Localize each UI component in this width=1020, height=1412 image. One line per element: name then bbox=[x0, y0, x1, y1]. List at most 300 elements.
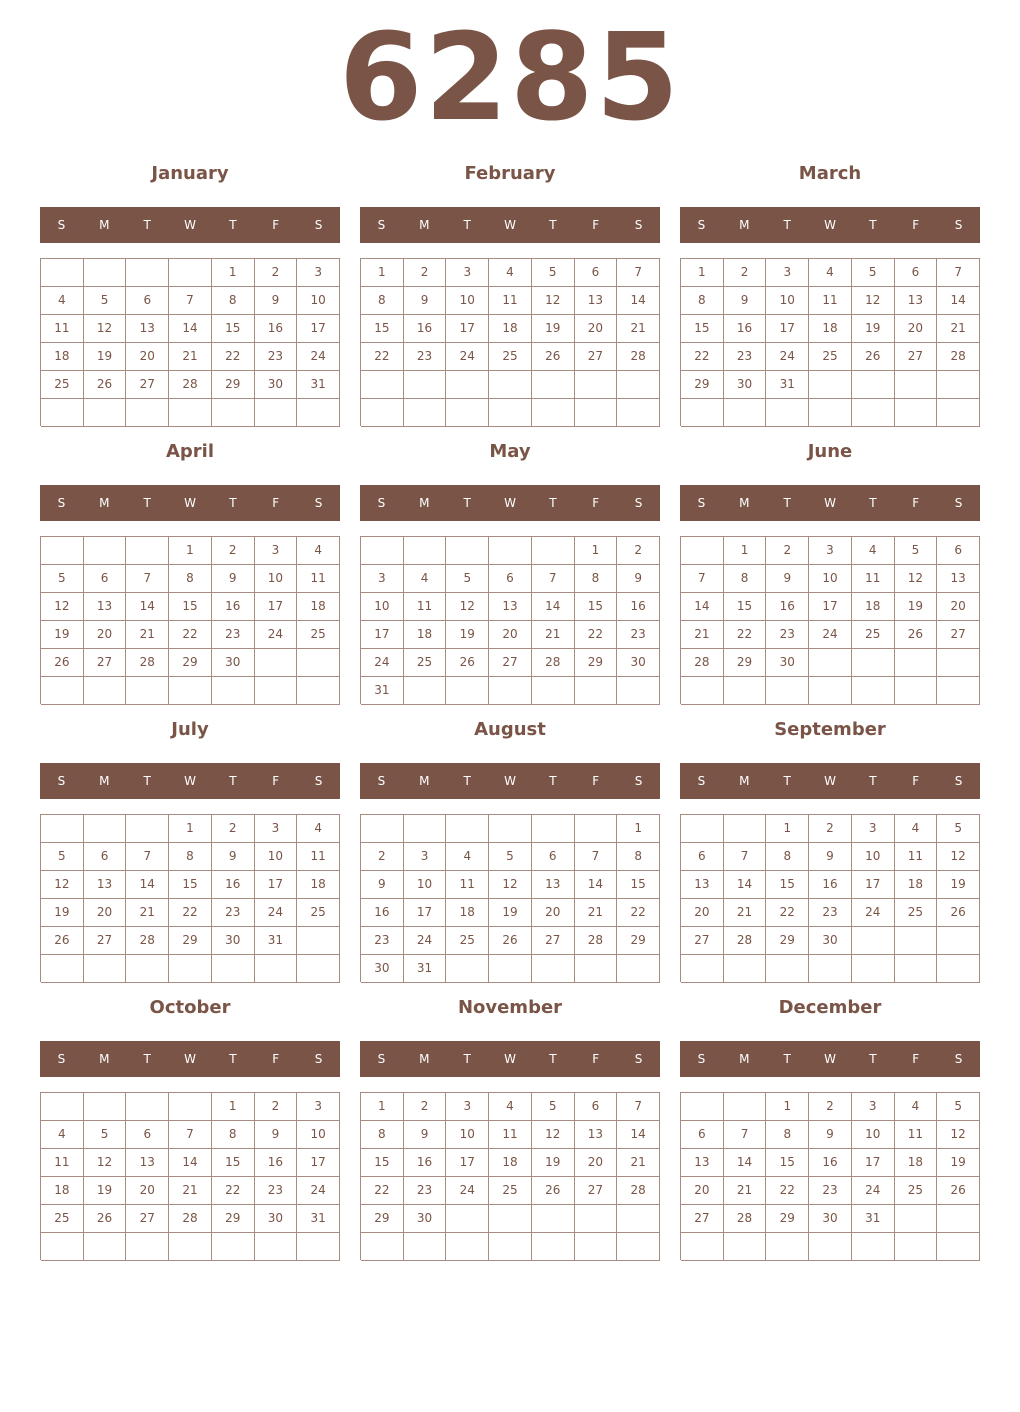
day-cell: 5 bbox=[84, 1121, 127, 1149]
day-cell: 27 bbox=[681, 927, 724, 955]
empty-day-cell bbox=[681, 1093, 724, 1121]
day-cell: 29 bbox=[681, 371, 724, 399]
day-cell: 22 bbox=[766, 899, 809, 927]
weekday-label: M bbox=[99, 496, 110, 510]
empty-day-cell bbox=[404, 1233, 447, 1261]
day-cell: 16 bbox=[404, 315, 447, 343]
weekday-label: W bbox=[504, 774, 516, 788]
month-title: December bbox=[778, 997, 882, 1018]
day-cell: 20 bbox=[532, 899, 575, 927]
day-cell: 7 bbox=[937, 259, 980, 287]
weekday-label: W bbox=[504, 1052, 516, 1066]
day-cell: 15 bbox=[617, 871, 660, 899]
weekday-label: S bbox=[377, 1052, 386, 1066]
empty-day-cell bbox=[84, 399, 127, 427]
day-cell: 13 bbox=[489, 593, 532, 621]
weekday-label: S bbox=[697, 1052, 706, 1066]
weekday-label: W bbox=[824, 496, 836, 510]
empty-day-cell bbox=[681, 537, 724, 565]
day-cell: 17 bbox=[852, 871, 895, 899]
empty-day-cell bbox=[126, 955, 169, 983]
day-cell: 3 bbox=[297, 259, 340, 287]
weekday-label: T bbox=[143, 496, 151, 510]
day-cell: 14 bbox=[724, 1149, 767, 1177]
day-cell: 20 bbox=[681, 899, 724, 927]
day-cell: 2 bbox=[212, 537, 255, 565]
day-cell: 18 bbox=[489, 315, 532, 343]
empty-day-cell bbox=[404, 677, 447, 705]
day-cell: 15 bbox=[169, 871, 212, 899]
day-cell: 29 bbox=[766, 1205, 809, 1233]
weekday-label: T bbox=[869, 1052, 877, 1066]
day-grid bbox=[360, 536, 660, 704]
empty-day-cell bbox=[41, 1093, 84, 1121]
empty-day-cell bbox=[532, 537, 575, 565]
day-cell: 11 bbox=[852, 565, 895, 593]
empty-day-cell bbox=[617, 955, 660, 983]
day-cell: 30 bbox=[212, 649, 255, 677]
day-cell: 11 bbox=[404, 593, 447, 621]
weekday-label: F bbox=[592, 496, 600, 510]
empty-day-cell bbox=[617, 677, 660, 705]
day-cell: 31 bbox=[852, 1205, 895, 1233]
day-cell: 31 bbox=[361, 677, 404, 705]
month-title: August bbox=[474, 719, 546, 740]
day-cell: 2 bbox=[212, 815, 255, 843]
day-cell: 9 bbox=[255, 287, 298, 315]
empty-day-cell bbox=[361, 537, 404, 565]
day-cell: 19 bbox=[532, 1149, 575, 1177]
day-cell: 17 bbox=[255, 593, 298, 621]
day-cell: 18 bbox=[895, 871, 938, 899]
day-cell: 17 bbox=[852, 1149, 895, 1177]
weekday-label: W bbox=[824, 774, 836, 788]
day-cell: 14 bbox=[169, 1149, 212, 1177]
day-cell: 22 bbox=[212, 1177, 255, 1205]
weekday-label: M bbox=[419, 496, 430, 510]
month-march bbox=[680, 158, 980, 436]
day-cell: 15 bbox=[575, 593, 618, 621]
day-cell: 5 bbox=[532, 259, 575, 287]
empty-day-cell bbox=[297, 955, 340, 983]
empty-day-cell bbox=[212, 1233, 255, 1261]
day-cell: 13 bbox=[681, 1149, 724, 1177]
day-cell: 15 bbox=[212, 1149, 255, 1177]
day-cell: 7 bbox=[169, 1121, 212, 1149]
empty-day-cell bbox=[809, 1233, 852, 1261]
day-grid bbox=[680, 536, 980, 704]
day-cell: 28 bbox=[617, 1177, 660, 1205]
empty-day-cell bbox=[852, 927, 895, 955]
empty-day-cell bbox=[446, 815, 489, 843]
day-cell: 24 bbox=[361, 649, 404, 677]
day-cell: 27 bbox=[575, 343, 618, 371]
day-cell: 17 bbox=[809, 593, 852, 621]
day-cell: 6 bbox=[681, 1121, 724, 1149]
empty-day-cell bbox=[212, 399, 255, 427]
day-cell: 30 bbox=[361, 955, 404, 983]
day-cell: 9 bbox=[212, 843, 255, 871]
weekday-label: M bbox=[99, 218, 110, 232]
day-cell: 5 bbox=[852, 259, 895, 287]
empty-day-cell bbox=[169, 955, 212, 983]
empty-day-cell bbox=[575, 1233, 618, 1261]
day-cell: 4 bbox=[489, 1093, 532, 1121]
day-cell: 17 bbox=[255, 871, 298, 899]
day-cell: 16 bbox=[361, 899, 404, 927]
empty-day-cell bbox=[446, 371, 489, 399]
empty-day-cell bbox=[255, 955, 298, 983]
day-cell: 6 bbox=[575, 259, 618, 287]
day-cell: 27 bbox=[126, 1205, 169, 1233]
day-cell: 20 bbox=[84, 899, 127, 927]
empty-day-cell bbox=[297, 1233, 340, 1261]
empty-day-cell bbox=[84, 1093, 127, 1121]
empty-day-cell bbox=[852, 399, 895, 427]
empty-day-cell bbox=[126, 677, 169, 705]
empty-day-cell bbox=[532, 1233, 575, 1261]
weekday-label: M bbox=[739, 218, 750, 232]
day-cell: 8 bbox=[766, 843, 809, 871]
empty-day-cell bbox=[404, 537, 447, 565]
weekday-header bbox=[360, 485, 660, 521]
day-cell: 10 bbox=[766, 287, 809, 315]
day-cell: 16 bbox=[404, 1149, 447, 1177]
empty-day-cell bbox=[575, 815, 618, 843]
empty-day-cell bbox=[532, 677, 575, 705]
day-cell: 8 bbox=[361, 1121, 404, 1149]
day-cell: 19 bbox=[937, 871, 980, 899]
day-grid bbox=[40, 1092, 340, 1260]
empty-day-cell bbox=[169, 399, 212, 427]
day-cell: 3 bbox=[255, 815, 298, 843]
weekday-label: W bbox=[184, 1052, 196, 1066]
day-grid bbox=[680, 814, 980, 982]
day-cell: 18 bbox=[852, 593, 895, 621]
day-cell: 19 bbox=[852, 315, 895, 343]
empty-day-cell bbox=[404, 399, 447, 427]
empty-day-cell bbox=[255, 1233, 298, 1261]
day-cell: 11 bbox=[41, 315, 84, 343]
weekday-label: T bbox=[549, 1052, 557, 1066]
weekday-label: W bbox=[504, 496, 516, 510]
day-cell: 12 bbox=[84, 315, 127, 343]
day-cell: 7 bbox=[575, 843, 618, 871]
day-grid bbox=[360, 814, 660, 982]
weekday-label: S bbox=[314, 218, 323, 232]
day-cell: 14 bbox=[532, 593, 575, 621]
day-cell: 9 bbox=[766, 565, 809, 593]
day-cell: 27 bbox=[575, 1177, 618, 1205]
day-cell: 21 bbox=[169, 343, 212, 371]
day-cell: 20 bbox=[681, 1177, 724, 1205]
day-cell: 14 bbox=[126, 871, 169, 899]
empty-day-cell bbox=[446, 1205, 489, 1233]
day-cell: 8 bbox=[212, 287, 255, 315]
day-cell: 25 bbox=[895, 899, 938, 927]
day-cell: 19 bbox=[41, 621, 84, 649]
weekday-label: T bbox=[549, 774, 557, 788]
weekday-label: S bbox=[634, 774, 643, 788]
day-cell: 16 bbox=[255, 315, 298, 343]
empty-day-cell bbox=[575, 955, 618, 983]
weekday-label: M bbox=[99, 774, 110, 788]
weekday-label: S bbox=[634, 496, 643, 510]
day-cell: 30 bbox=[809, 927, 852, 955]
day-cell: 22 bbox=[169, 621, 212, 649]
empty-day-cell bbox=[41, 1233, 84, 1261]
day-cell: 22 bbox=[724, 621, 767, 649]
day-cell: 23 bbox=[255, 343, 298, 371]
empty-day-cell bbox=[361, 399, 404, 427]
month-april bbox=[40, 436, 340, 714]
day-cell: 29 bbox=[212, 371, 255, 399]
day-cell: 4 bbox=[297, 815, 340, 843]
day-cell: 15 bbox=[361, 1149, 404, 1177]
day-cell: 22 bbox=[617, 899, 660, 927]
month-title: July bbox=[171, 719, 209, 740]
empty-day-cell bbox=[575, 399, 618, 427]
empty-day-cell bbox=[766, 1233, 809, 1261]
year-title: 6285 bbox=[339, 9, 681, 148]
day-grid bbox=[360, 1092, 660, 1260]
day-cell: 17 bbox=[361, 621, 404, 649]
day-cell: 10 bbox=[852, 1121, 895, 1149]
empty-day-cell bbox=[84, 1233, 127, 1261]
day-cell: 17 bbox=[766, 315, 809, 343]
day-cell: 11 bbox=[446, 871, 489, 899]
day-cell: 15 bbox=[766, 871, 809, 899]
day-cell: 4 bbox=[895, 815, 938, 843]
weekday-label: F bbox=[912, 1052, 920, 1066]
weekday-label: W bbox=[184, 774, 196, 788]
day-cell: 14 bbox=[169, 315, 212, 343]
weekday-label: M bbox=[419, 1052, 430, 1066]
empty-day-cell bbox=[41, 955, 84, 983]
day-cell: 4 bbox=[41, 287, 84, 315]
day-cell: 28 bbox=[617, 343, 660, 371]
empty-day-cell bbox=[852, 1233, 895, 1261]
day-cell: 1 bbox=[212, 259, 255, 287]
empty-day-cell bbox=[617, 399, 660, 427]
day-cell: 4 bbox=[809, 259, 852, 287]
day-cell: 14 bbox=[681, 593, 724, 621]
day-cell: 9 bbox=[809, 1121, 852, 1149]
weekday-label: T bbox=[463, 496, 471, 510]
day-cell: 9 bbox=[255, 1121, 298, 1149]
calendar-grid bbox=[40, 158, 980, 1270]
day-cell: 25 bbox=[404, 649, 447, 677]
day-cell: 1 bbox=[212, 1093, 255, 1121]
day-cell: 16 bbox=[809, 1149, 852, 1177]
empty-day-cell bbox=[489, 1233, 532, 1261]
empty-day-cell bbox=[404, 815, 447, 843]
day-cell: 23 bbox=[809, 1177, 852, 1205]
month-title: November bbox=[457, 997, 563, 1018]
day-cell: 20 bbox=[575, 315, 618, 343]
day-cell: 1 bbox=[724, 537, 767, 565]
day-cell: 16 bbox=[255, 1149, 298, 1177]
day-cell: 16 bbox=[212, 593, 255, 621]
weekday-header bbox=[680, 485, 980, 521]
empty-day-cell bbox=[361, 1233, 404, 1261]
day-cell: 21 bbox=[169, 1177, 212, 1205]
day-cell: 6 bbox=[126, 1121, 169, 1149]
day-cell: 13 bbox=[84, 593, 127, 621]
day-cell: 10 bbox=[361, 593, 404, 621]
day-cell: 2 bbox=[766, 537, 809, 565]
day-cell: 29 bbox=[575, 649, 618, 677]
day-cell: 30 bbox=[617, 649, 660, 677]
empty-day-cell bbox=[126, 537, 169, 565]
day-cell: 26 bbox=[84, 1205, 127, 1233]
day-cell: 2 bbox=[809, 815, 852, 843]
day-cell: 4 bbox=[895, 1093, 938, 1121]
day-cell: 18 bbox=[297, 593, 340, 621]
day-cell: 21 bbox=[126, 621, 169, 649]
empty-day-cell bbox=[126, 815, 169, 843]
day-cell: 7 bbox=[126, 565, 169, 593]
day-cell: 21 bbox=[617, 315, 660, 343]
day-cell: 30 bbox=[212, 927, 255, 955]
empty-day-cell bbox=[84, 259, 127, 287]
day-cell: 15 bbox=[724, 593, 767, 621]
day-grid bbox=[680, 258, 980, 426]
day-cell: 14 bbox=[724, 871, 767, 899]
empty-day-cell bbox=[937, 677, 980, 705]
empty-day-cell bbox=[766, 399, 809, 427]
day-cell: 24 bbox=[809, 621, 852, 649]
day-cell: 12 bbox=[84, 1149, 127, 1177]
weekday-label: S bbox=[954, 496, 963, 510]
weekday-label: S bbox=[57, 496, 66, 510]
empty-day-cell bbox=[41, 537, 84, 565]
empty-day-cell bbox=[297, 399, 340, 427]
empty-day-cell bbox=[84, 955, 127, 983]
day-cell: 5 bbox=[446, 565, 489, 593]
empty-day-cell bbox=[446, 399, 489, 427]
day-cell: 25 bbox=[489, 343, 532, 371]
day-cell: 6 bbox=[681, 843, 724, 871]
month-june bbox=[680, 436, 980, 714]
empty-day-cell bbox=[255, 649, 298, 677]
day-cell: 23 bbox=[404, 343, 447, 371]
day-cell: 23 bbox=[212, 621, 255, 649]
day-cell: 24 bbox=[255, 621, 298, 649]
weekday-header bbox=[40, 207, 340, 243]
day-cell: 27 bbox=[937, 621, 980, 649]
empty-day-cell bbox=[681, 955, 724, 983]
day-cell: 4 bbox=[489, 259, 532, 287]
day-cell: 2 bbox=[809, 1093, 852, 1121]
day-cell: 26 bbox=[895, 621, 938, 649]
day-cell: 15 bbox=[681, 315, 724, 343]
day-cell: 4 bbox=[41, 1121, 84, 1149]
empty-day-cell bbox=[766, 955, 809, 983]
day-cell: 11 bbox=[297, 565, 340, 593]
weekday-header bbox=[40, 485, 340, 521]
day-cell: 5 bbox=[937, 1093, 980, 1121]
day-cell: 14 bbox=[126, 593, 169, 621]
day-cell: 21 bbox=[681, 621, 724, 649]
day-cell: 1 bbox=[575, 537, 618, 565]
empty-day-cell bbox=[404, 371, 447, 399]
weekday-label: S bbox=[954, 774, 963, 788]
day-cell: 24 bbox=[446, 343, 489, 371]
empty-day-cell bbox=[895, 399, 938, 427]
weekday-label: T bbox=[229, 774, 237, 788]
day-cell: 3 bbox=[255, 537, 298, 565]
day-cell: 21 bbox=[532, 621, 575, 649]
day-cell: 19 bbox=[84, 343, 127, 371]
weekday-label: W bbox=[184, 218, 196, 232]
empty-day-cell bbox=[361, 371, 404, 399]
day-cell: 26 bbox=[446, 649, 489, 677]
empty-day-cell bbox=[809, 371, 852, 399]
day-cell: 28 bbox=[575, 927, 618, 955]
day-cell: 15 bbox=[766, 1149, 809, 1177]
day-cell: 6 bbox=[575, 1093, 618, 1121]
day-cell: 31 bbox=[766, 371, 809, 399]
day-cell: 12 bbox=[895, 565, 938, 593]
day-cell: 12 bbox=[852, 287, 895, 315]
empty-day-cell bbox=[169, 677, 212, 705]
day-cell: 6 bbox=[937, 537, 980, 565]
day-cell: 12 bbox=[41, 593, 84, 621]
empty-day-cell bbox=[724, 1233, 767, 1261]
weekday-label: S bbox=[314, 774, 323, 788]
day-cell: 11 bbox=[41, 1149, 84, 1177]
day-cell: 23 bbox=[809, 899, 852, 927]
day-cell: 28 bbox=[937, 343, 980, 371]
day-cell: 13 bbox=[575, 287, 618, 315]
day-cell: 27 bbox=[84, 927, 127, 955]
day-cell: 25 bbox=[41, 371, 84, 399]
day-cell: 9 bbox=[404, 1121, 447, 1149]
weekday-label: W bbox=[824, 1052, 836, 1066]
day-cell: 25 bbox=[446, 927, 489, 955]
day-cell: 28 bbox=[724, 927, 767, 955]
day-grid bbox=[40, 258, 340, 426]
day-cell: 26 bbox=[84, 371, 127, 399]
day-cell: 1 bbox=[766, 1093, 809, 1121]
day-cell: 20 bbox=[575, 1149, 618, 1177]
empty-day-cell bbox=[681, 399, 724, 427]
day-cell: 28 bbox=[724, 1205, 767, 1233]
empty-day-cell bbox=[617, 1233, 660, 1261]
weekday-label: S bbox=[954, 218, 963, 232]
weekday-header bbox=[40, 1041, 340, 1077]
day-cell: 3 bbox=[446, 259, 489, 287]
day-cell: 2 bbox=[255, 1093, 298, 1121]
day-cell: 7 bbox=[126, 843, 169, 871]
weekday-label: F bbox=[272, 774, 280, 788]
empty-day-cell bbox=[41, 259, 84, 287]
weekday-label: S bbox=[57, 218, 66, 232]
weekday-label: W bbox=[824, 218, 836, 232]
day-cell: 25 bbox=[852, 621, 895, 649]
weekday-label: F bbox=[272, 1052, 280, 1066]
month-july bbox=[40, 714, 340, 992]
day-cell: 26 bbox=[937, 899, 980, 927]
weekday-label: M bbox=[99, 1052, 110, 1066]
day-cell: 24 bbox=[852, 1177, 895, 1205]
day-cell: 16 bbox=[766, 593, 809, 621]
month-title: April bbox=[165, 441, 215, 462]
day-cell: 31 bbox=[404, 955, 447, 983]
day-cell: 2 bbox=[361, 843, 404, 871]
empty-day-cell bbox=[532, 815, 575, 843]
